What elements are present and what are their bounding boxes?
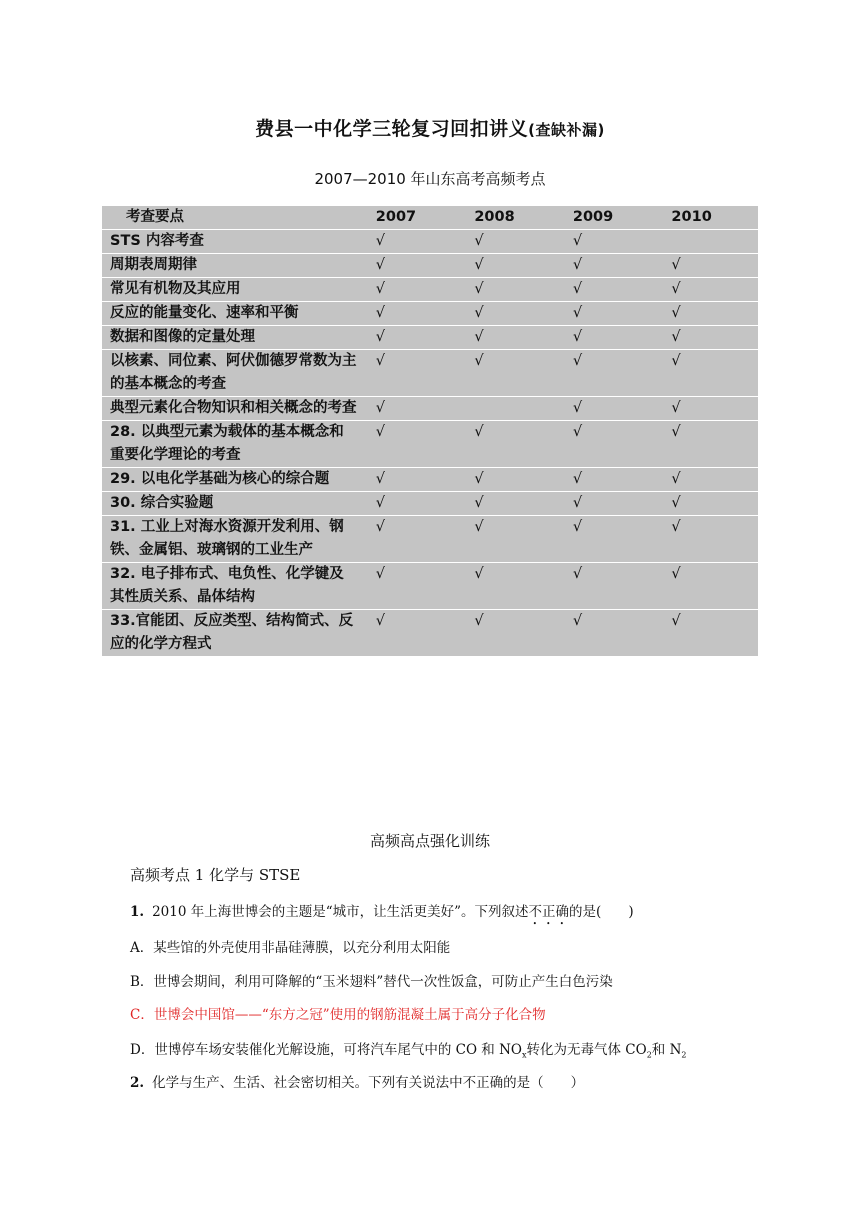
check-cell: √ bbox=[364, 230, 463, 254]
table-header-row bbox=[102, 206, 758, 230]
topic-cell: 29. 以电化学基础为核心的综合题 bbox=[102, 468, 364, 492]
header-cell: 2007 bbox=[375, 209, 417, 225]
check-cell: √ bbox=[561, 230, 660, 254]
frequency-table bbox=[102, 206, 758, 656]
topic-cell: 33.官能团、反应类型、结构简式、反应的化学方程式 bbox=[102, 610, 364, 657]
option-d-text: D．世博停车场安装催化光解设施，可将汽车尾气中的 CO 和 NO bbox=[130, 1042, 522, 1058]
table-row bbox=[102, 516, 758, 563]
title-suffix: (查缺补漏) bbox=[528, 121, 605, 139]
stem-text: 化学与生产、生活、社会密切相关。下列有关说法中不正确的是（ ） bbox=[152, 1075, 585, 1091]
topic-cell: 周期表周期律 bbox=[102, 254, 364, 278]
check-cell: √ bbox=[659, 468, 758, 492]
check-cell: √ bbox=[659, 610, 758, 657]
check-cell: √ bbox=[462, 468, 561, 492]
question-2-stem bbox=[130, 1073, 584, 1093]
check-cell: √ bbox=[659, 350, 758, 397]
check-cell: √ bbox=[561, 610, 660, 657]
check-cell: √ bbox=[462, 421, 561, 468]
check-cell: √ bbox=[364, 397, 463, 421]
topic-cell: 30. 综合实验题 bbox=[102, 492, 364, 516]
subscript: 2 bbox=[681, 1050, 687, 1060]
table-row bbox=[102, 230, 758, 254]
check-cell: √ bbox=[659, 421, 758, 468]
table-row bbox=[102, 278, 758, 302]
check-cell: √ bbox=[659, 302, 758, 326]
header-cell: 2010 bbox=[671, 209, 712, 225]
check-cell: √ bbox=[561, 516, 660, 563]
check-cell: √ bbox=[364, 350, 463, 397]
subscript: 2 bbox=[646, 1050, 652, 1060]
emphasis-text: 不正确 bbox=[528, 904, 570, 920]
stem-text: 的是( ) bbox=[569, 904, 634, 920]
check-cell: √ bbox=[561, 421, 660, 468]
option-d bbox=[130, 1040, 687, 1066]
check-cell: √ bbox=[462, 230, 561, 254]
check-cell: √ bbox=[561, 397, 660, 421]
header-cell: 2008 bbox=[474, 209, 515, 225]
option-b: B．世博会期间，利用可降解的“玉米翅料”替代一次性饭盒，可防止产生白色污染 bbox=[130, 974, 613, 990]
table-row bbox=[102, 302, 758, 326]
topic-cell: 数据和图像的定量处理 bbox=[102, 326, 364, 350]
question-number: 1. bbox=[130, 904, 145, 920]
check-cell: √ bbox=[364, 516, 463, 563]
topic-heading: 高频考点 1 化学与 STSE bbox=[130, 866, 301, 884]
table-row bbox=[102, 468, 758, 492]
table-row bbox=[102, 397, 758, 421]
check-cell: √ bbox=[561, 492, 660, 516]
check-cell: √ bbox=[561, 278, 660, 302]
topic-cell: 典型元素化合物知识和相关概念的考查 bbox=[102, 397, 364, 421]
check-cell: √ bbox=[462, 326, 561, 350]
topic-cell: 28. 以典型元素为载体的基本概念和重要化学理论的考查 bbox=[102, 421, 364, 468]
header-cell: 考查要点 bbox=[126, 209, 184, 225]
check-cell: √ bbox=[462, 278, 561, 302]
check-cell: √ bbox=[364, 254, 463, 278]
table-row bbox=[102, 610, 758, 657]
check-cell: √ bbox=[364, 278, 463, 302]
check-cell: √ bbox=[364, 468, 463, 492]
check-cell: √ bbox=[561, 563, 660, 610]
section-title: 高频高点强化训练 bbox=[369, 832, 490, 850]
stem-text: 2010 年上海世博会的主题是“城市，让生活更美好”。下列叙述 bbox=[152, 904, 529, 920]
check-cell: √ bbox=[561, 254, 660, 278]
check-cell: √ bbox=[561, 326, 660, 350]
title-main: 费县一中化学三轮复习回扣讲义 bbox=[255, 118, 529, 140]
topic-cell: 反应的能量变化、速率和平衡 bbox=[102, 302, 364, 326]
subscript: x bbox=[521, 1050, 527, 1060]
option-d-text: 和 N bbox=[651, 1042, 682, 1058]
check-cell: √ bbox=[364, 610, 463, 657]
page-title bbox=[0, 114, 860, 141]
header-cell: 2009 bbox=[572, 209, 614, 225]
topic-cell: 以核素、同位素、阿伏伽德罗常数为主的基本概念的考查 bbox=[102, 350, 364, 397]
topic-cell: STS 内容考查 bbox=[102, 230, 364, 254]
check-cell: √ bbox=[659, 492, 758, 516]
check-cell: √ bbox=[462, 492, 561, 516]
option-d-text: 转化为无毒气体 CO bbox=[526, 1042, 647, 1058]
check-cell: √ bbox=[561, 468, 660, 492]
check-cell: √ bbox=[364, 421, 463, 468]
check-cell: √ bbox=[561, 350, 660, 397]
check-cell: √ bbox=[561, 302, 660, 326]
table-row bbox=[102, 326, 758, 350]
topic-cell: 31. 工业上对海水资源开发利用、钢铁、金属铝、玻璃钢的工业生产 bbox=[102, 516, 364, 563]
check-cell: √ bbox=[364, 302, 463, 326]
table-row bbox=[102, 563, 758, 610]
check-cell: √ bbox=[659, 278, 758, 302]
check-cell: √ bbox=[462, 350, 561, 397]
topic-cell: 常见有机物及其应用 bbox=[102, 278, 364, 302]
question-1-stem bbox=[130, 902, 634, 928]
check-cell: √ bbox=[462, 516, 561, 563]
topic-cell: 32. 电子排布式、电负性、化学键及其性质关系、晶体结构 bbox=[102, 563, 364, 610]
check-cell: √ bbox=[462, 254, 561, 278]
check-cell: √ bbox=[462, 563, 561, 610]
table-row bbox=[102, 492, 758, 516]
option-c: C．世博会中国馆——“东方之冠”使用的钢筋混凝土属于高分子化合物 bbox=[130, 1007, 546, 1023]
check-cell: √ bbox=[364, 563, 463, 610]
check-cell: √ bbox=[462, 302, 561, 326]
check-cell bbox=[659, 230, 758, 254]
check-cell: √ bbox=[462, 610, 561, 657]
table-row bbox=[102, 350, 758, 397]
table-row bbox=[102, 421, 758, 468]
check-cell: √ bbox=[364, 492, 463, 516]
question-number: 2. bbox=[130, 1075, 145, 1091]
check-cell: √ bbox=[659, 254, 758, 278]
check-cell: √ bbox=[659, 516, 758, 563]
check-cell: √ bbox=[659, 326, 758, 350]
check-cell: √ bbox=[659, 563, 758, 610]
check-cell: √ bbox=[364, 326, 463, 350]
table-row bbox=[102, 254, 758, 278]
option-a: A．某些馆的外壳使用非晶硅薄膜，以充分利用太阳能 bbox=[130, 940, 451, 956]
check-cell: √ bbox=[659, 397, 758, 421]
table-caption: 2007—2010 年山东高考高频考点 bbox=[314, 170, 546, 188]
check-cell bbox=[462, 397, 561, 421]
